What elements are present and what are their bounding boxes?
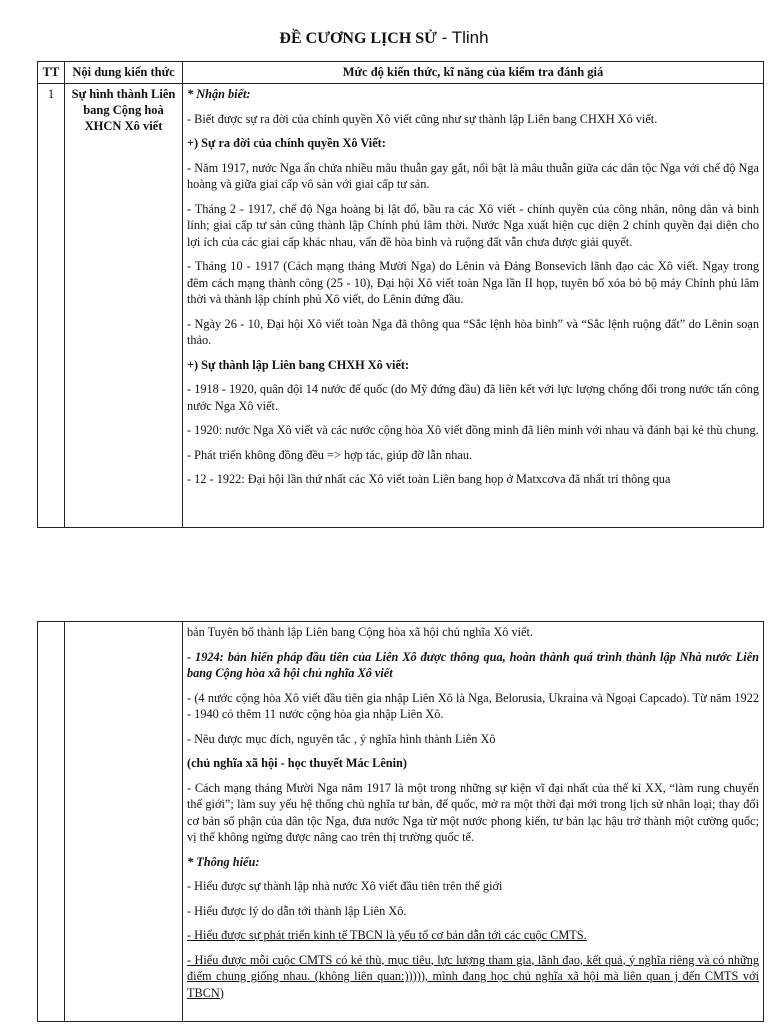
header-tt: TT [38, 62, 65, 84]
row-number-empty [38, 622, 65, 1022]
content-paragraph: * Thông hiểu: [187, 854, 260, 869]
row-topic-empty [65, 622, 183, 1022]
content-paragraph: - Cách mạng tháng Mười Nga năm 1917 là một trong những sự kiện vĩ đại nhất của thế kỉ XX, “làm rung chuyển thế giới”; làm suy yếu hệ thống chủ nghĩa tư bản, đế quốc, mở ra một thời đại mới trong lịch sử nhân loại; thay đổi cơ bản số phận của dân tộc Nga, đưa nước Nga từ một nước phong kiến, tư bản lạc hậu trở thành một cường quốc; vị thế không ngừng được nâng cao trên thị trường quốc tế. [187, 780, 759, 844]
content-paragraph: - 12 - 1922: Đại hội lần thứ nhất các Xô viết toàn Liên bang họp ở Matxcơva đã nhất trí thông qua [187, 472, 671, 486]
content-paragraph: - Ngày 26 - 10, Đại hội Xô viết toàn Nga đã thông qua “Sắc lệnh hòa bình” và “Sắc lệnh ruộng đất” do Lênin soạn thảo. [187, 316, 759, 347]
syllabus-table-page-2 [37, 621, 764, 1022]
content-paragraph: - (4 nước cộng hòa Xô viết đầu tiên gia nhập Liên Xô là Nga, Belorusia, Ukraina và Ngoại Capcado). Từ năm 1922 - 1940 có thêm 11 nước cộng hòa gia nhập Liên Xô. [187, 690, 759, 721]
content-paragraph: * Nhận biết: [187, 87, 251, 101]
content-paragraph: - 1924: bản hiến pháp đầu tiên của Liên Xô được thông qua, hoàn thành quá trình thành lập Nhà nước Liên bang Cộng hòa xã hội chủ nghĩa Xô viết [187, 649, 759, 680]
header-content: Nội dung kiến thức [65, 62, 183, 84]
content-paragraph: - Nêu được mục đích, nguyên tắc , ý nghĩa hình thành Liên Xô [187, 731, 496, 746]
table-row [38, 84, 764, 528]
title-text: ĐỀ CƯƠNG LỊCH SỬ [279, 30, 437, 47]
content-paragraph: - Tháng 2 - 1917, chế độ Nga hoàng bị lật đổ, bầu ra các Xô viết - chính quyền của công nhân, nông dân và binh lính; giai cấp tư sản cũng thành lập Chính phủ lâm thời. Nước Nga xuất hiện cục diện 2 chính quyền đại diện cho lợi ích của các giai cấp khác nhau, vấn đề hòa bình và ruộng đất vẫn chưa được giải quyết. [187, 201, 759, 249]
header-level: Mức độ kiến thức, kĩ năng của kiểm tra đánh giá [183, 62, 764, 84]
content-paragraph: (chủ nghĩa xã hội - học thuyết Mác Lênin) [187, 756, 407, 770]
content-paragraph: - Hiểu được sự thành lập nhà nước Xô viết đầu tiên trên thế giới [187, 879, 503, 893]
table-row [38, 622, 764, 1022]
content-paragraph: - Hiểu được sự phát triển kinh tế TBCN là yếu tố cơ bản dẫn tới các cuộc CMTS. [187, 928, 587, 942]
content-paragraph: +) Sự thành lập Liên bang CHXH Xô viết: [187, 357, 410, 372]
syllabus-table-page-1 [37, 61, 764, 528]
content-paragraph: - Hiểu được lý do dẫn tới thành lập Liên Xô. [187, 903, 407, 918]
content-body [187, 86, 759, 496]
content-paragraph: - Phát triển không đồng đều => hợp tác, giúp đỡ lẫn nhau. [187, 447, 473, 462]
content-paragraph: - Tháng 10 - 1917 (Cách mạng tháng Mười Nga) do Lênin và Đảng Bonsevich lãnh đạo các Xô viết. Ngay trong đêm cách mạng thành công (25 - 10), Đại hội Xô viết toàn Nga lần II họp, tuyên bố xóa bỏ bộ máy Chính phủ lâm thời và thành lập chính phủ Xô viết, do Lênin đứng đầu. [187, 259, 759, 306]
row-number: 1 [38, 84, 65, 528]
row-content [183, 84, 764, 528]
header-row [38, 62, 764, 84]
content-paragraph: bản Tuyên bố thành lập Liên bang Cộng hòa xã hội chủ nghĩa Xô viết. [187, 625, 533, 639]
content-paragraph: - Hiểu được mỗi cuộc CMTS có kẻ thù, mục tiêu, lực lượng tham gia, lãnh đạo, kết quả, ý nghĩa riêng và có những điểm chung giống nhau. (không liên quan:))))), mình đang học chủ nghĩa xã hội mà liên quan j đến CMTS với TBCN) [187, 952, 759, 1000]
content-paragraph: - Năm 1917, nước Nga ẩn chứa nhiều mâu thuẫn gay gắt, nổi bật là mâu thuẫn giữa các dân tộc Nga với chế độ Nga hoàng và giữa giai cấp vô sản với giai cấp tư sản. [187, 160, 759, 191]
row-content-continued [183, 622, 764, 1022]
content-paragraph: - Biết được sự ra đời của chính quyền Xô viết cũng như sự thành lập Liên bang CHXH Xô viết. [187, 111, 658, 126]
content-body [187, 624, 759, 1009]
content-paragraph: +) Sự ra đời của chính quyền Xô Viết: [187, 136, 386, 150]
row-topic: Sự hình thành Liên bang Cộng hoà XHCN Xô viết [65, 84, 183, 528]
content-paragraph: - 1920: nước Nga Xô viết và các nước cộng hòa Xô viết đồng minh đã liên minh với nhau và đánh bại kẻ thù chung. [187, 423, 759, 437]
content-paragraph: - 1918 - 1920, quân đội 14 nước đế quốc (do Mỹ đứng đầu) đã liên kết với lực lượng chống đối trong nước tấn công nước Nga Xô viết. [187, 382, 759, 413]
document-title [0, 28, 768, 48]
author-name: - Tlinh [436, 28, 489, 47]
